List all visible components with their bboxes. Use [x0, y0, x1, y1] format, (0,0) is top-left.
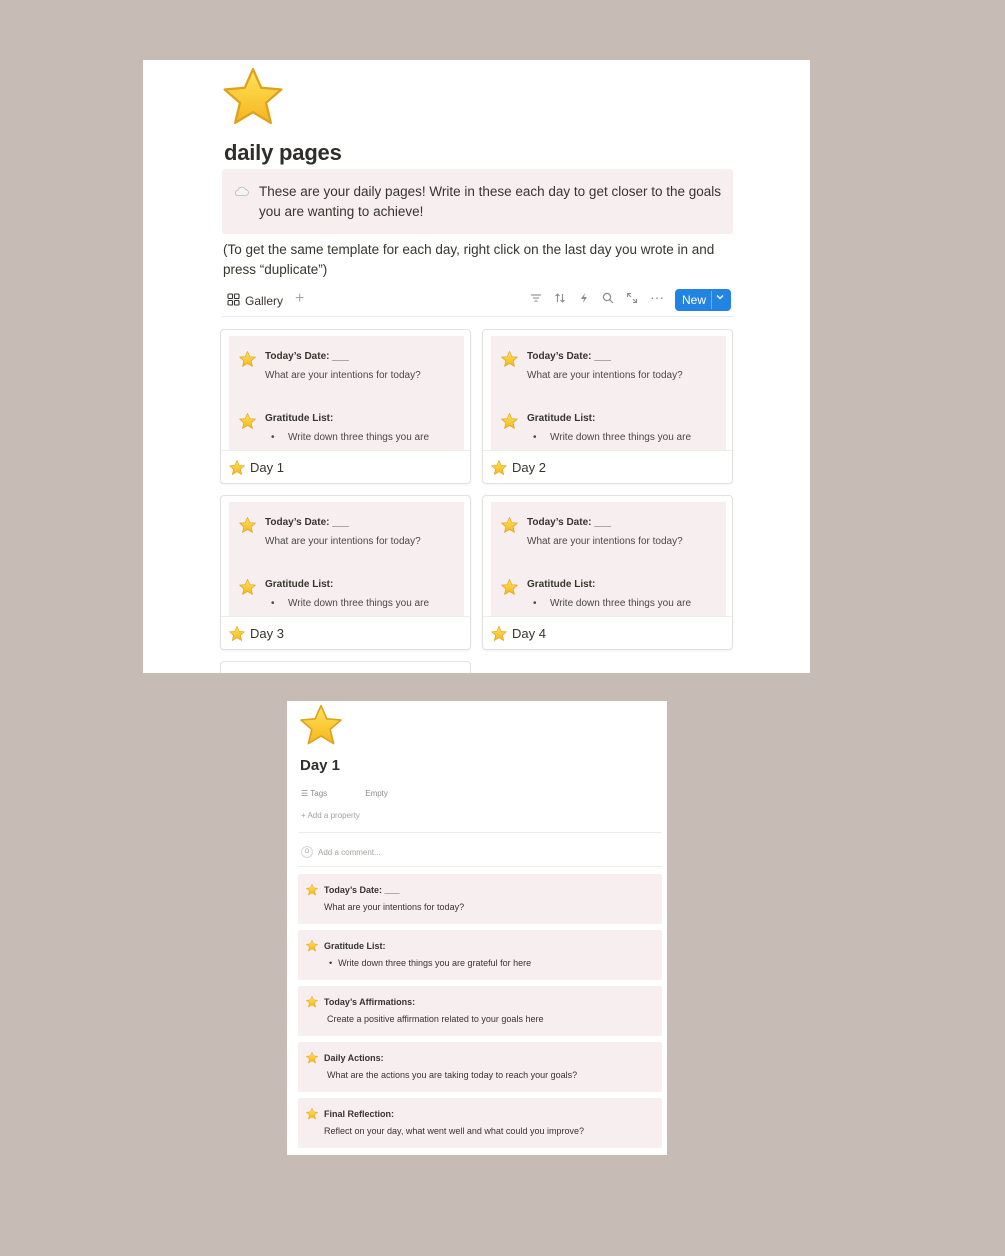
card-gratitude-heading: Gratitude List:	[527, 413, 596, 424]
star-icon	[500, 516, 519, 535]
star-icon	[500, 412, 519, 431]
block-bullet-text: • Write down three things you are grateful for here	[329, 958, 531, 968]
tags-property[interactable]	[301, 789, 388, 798]
card-preview	[229, 336, 464, 450]
add-property-button[interactable]	[301, 811, 360, 820]
star-icon	[500, 578, 519, 597]
block-text: What are the actions you are taking today to reach your goals?	[327, 1070, 578, 1080]
tags-label: Tags	[310, 789, 328, 798]
star-icon	[238, 350, 257, 369]
plus-icon: +	[301, 811, 306, 820]
tags-value: Empty	[365, 789, 388, 798]
callout-block[interactable]	[298, 986, 662, 1036]
chevron-down-icon[interactable]	[716, 293, 724, 303]
gallery-page-panel	[143, 60, 810, 673]
add-view-button[interactable]: +	[295, 290, 305, 307]
star-icon[interactable]	[297, 702, 345, 750]
star-icon	[238, 412, 257, 431]
block-heading: Final Reflection:	[324, 1109, 395, 1119]
divider	[298, 832, 662, 833]
search-icon[interactable]	[602, 292, 614, 307]
card-date-heading: Today’s Date: ___	[265, 351, 349, 362]
star-icon	[490, 625, 508, 643]
day-detail-panel	[287, 701, 667, 1155]
page-title: daily pages	[224, 140, 342, 165]
card-gratitude-heading: Gratitude List:	[265, 413, 334, 424]
block-text: Reflect on your day, what went well and what could you improve?	[324, 1126, 584, 1136]
card-intentions-text: What are your intentions for today?	[527, 536, 683, 547]
new-button[interactable]	[675, 289, 731, 311]
lightning-icon[interactable]	[578, 292, 590, 307]
star-icon	[305, 939, 319, 953]
callout-block[interactable]	[298, 930, 662, 980]
duplicate-note: (To get the same template for each day, right click on the last day you wrote in and press “duplicate”)	[223, 242, 715, 277]
new-button-label: New	[682, 293, 707, 307]
card-intentions-text: What are your intentions for today?	[265, 536, 421, 547]
card-title: Day 4	[512, 626, 546, 641]
star-icon	[238, 578, 257, 597]
gallery-card-day-1[interactable]	[220, 329, 471, 484]
add-property-label: Add a property	[307, 811, 360, 820]
block-heading: Today’s Date: ___	[324, 885, 400, 895]
card-gratitude-heading: Gratitude List:	[527, 579, 596, 590]
callout-text: These are your daily pages! Write in these each day to get closer to the goals you are wanting to achieve!	[259, 184, 722, 219]
star-icon	[305, 1107, 319, 1121]
card-title: Day 3	[250, 626, 284, 641]
card-preview	[229, 502, 464, 616]
star-icon[interactable]	[219, 64, 287, 132]
card-intentions-text: What are your intentions for today?	[265, 370, 421, 381]
callout	[222, 169, 733, 234]
gallery-card-day-2[interactable]	[482, 329, 733, 484]
more-icon[interactable]: ···	[650, 289, 664, 305]
new-button-divider	[711, 291, 712, 309]
tab-gallery[interactable]	[227, 293, 283, 309]
gallery-grid-icon	[227, 293, 240, 309]
gallery-card-day-4[interactable]	[482, 495, 733, 650]
card-gratitude-heading: Gratitude List:	[265, 579, 334, 590]
gallery-card-day-3[interactable]	[220, 495, 471, 650]
gallery-card-partial[interactable]	[220, 661, 471, 673]
card-footer	[483, 450, 732, 484]
star-icon	[228, 459, 246, 477]
star-icon	[305, 883, 319, 897]
sort-icon[interactable]	[554, 292, 566, 307]
card-date-heading: Today’s Date: ___	[527, 351, 611, 362]
star-icon	[500, 350, 519, 369]
callout-block[interactable]	[298, 1042, 662, 1092]
page-title: Day 1	[300, 757, 341, 774]
star-icon	[490, 459, 508, 477]
card-gratitude-item: • Write down three things you are	[273, 432, 429, 443]
callout-block[interactable]	[298, 874, 662, 924]
divider	[298, 866, 662, 867]
expand-icon[interactable]	[626, 292, 638, 307]
block-heading: Daily Actions:	[324, 1053, 384, 1063]
star-icon	[305, 1051, 319, 1065]
star-icon	[238, 516, 257, 535]
card-title: Day 2	[512, 460, 546, 475]
avatar: O	[301, 846, 313, 858]
card-footer	[483, 616, 732, 650]
card-preview	[491, 502, 726, 616]
block-heading: Gratitude List:	[324, 941, 386, 951]
card-gratitude-item: • Write down three things you are	[535, 598, 691, 609]
card-preview	[491, 336, 726, 450]
list-icon: ☰	[301, 789, 309, 798]
view-bar	[222, 289, 733, 317]
star-icon	[305, 995, 319, 1009]
card-date-heading: Today’s Date: ___	[265, 517, 349, 528]
card-gratitude-item: • Write down three things you are	[273, 598, 429, 609]
card-title: Day 1	[250, 460, 284, 475]
tab-gallery-label: Gallery	[245, 294, 284, 308]
card-gratitude-item: • Write down three things you are	[535, 432, 691, 443]
card-footer	[221, 616, 470, 650]
comment-field[interactable]	[301, 846, 381, 858]
card-intentions-text: What are your intentions for today?	[527, 370, 683, 381]
star-icon	[228, 625, 246, 643]
card-date-heading: Today’s Date: ___	[527, 517, 611, 528]
filter-icon[interactable]	[530, 292, 542, 307]
cloud-icon	[233, 184, 249, 202]
callout-block[interactable]	[298, 1098, 662, 1148]
comment-placeholder: Add a comment...	[318, 847, 381, 857]
block-heading: Today’s Affirmations:	[324, 997, 416, 1007]
block-text: What are your intentions for today?	[324, 902, 465, 912]
block-text: Create a positive affirmation related to your goals here	[327, 1014, 544, 1024]
card-footer	[221, 450, 470, 484]
